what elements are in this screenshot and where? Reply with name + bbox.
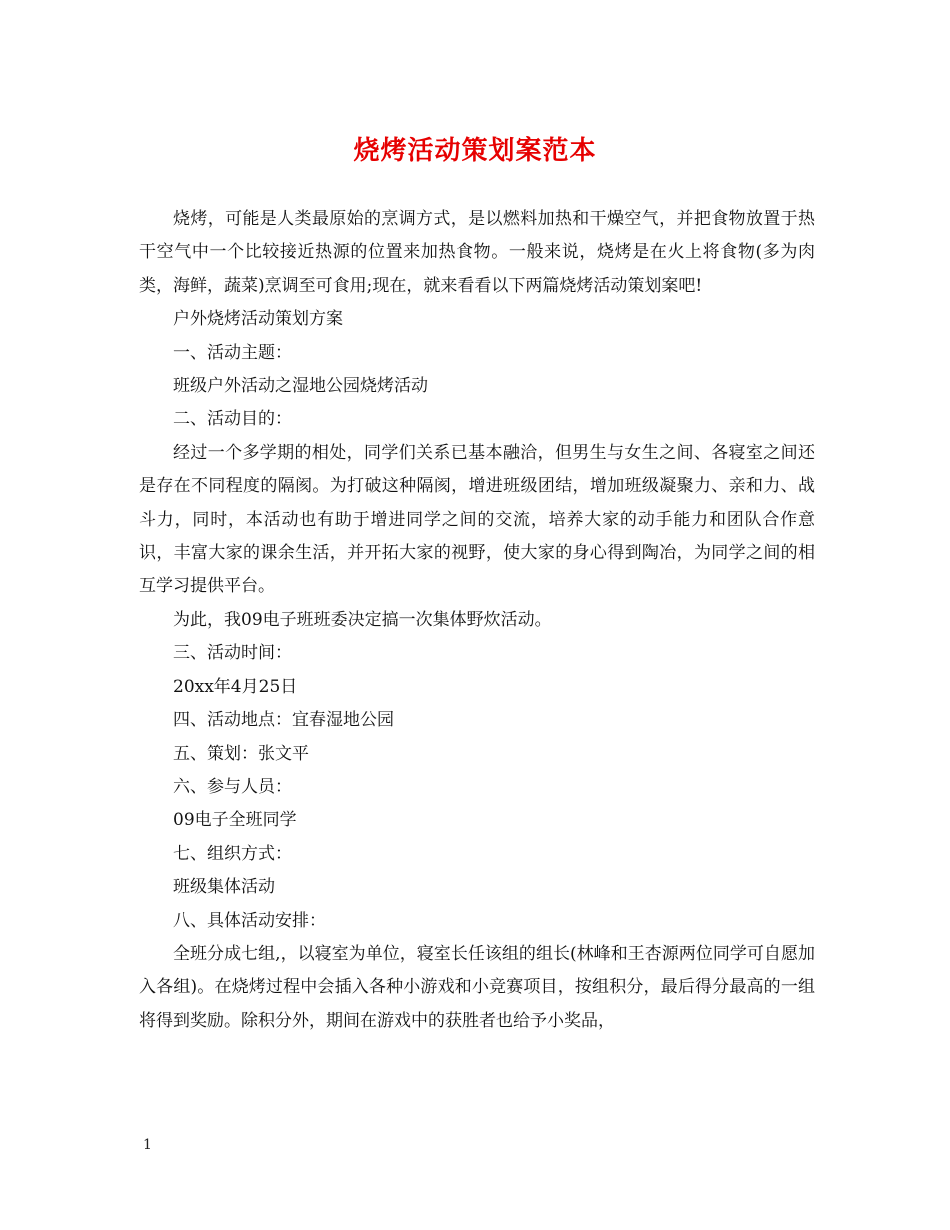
document-body — [139, 203, 815, 1038]
paragraph-section-1-content: 班级户外活动之湿地公园烧烤活动 — [173, 376, 428, 397]
page-title: 烧烤活动策划案范本 — [353, 136, 597, 166]
page-number: 1 — [143, 1137, 152, 1153]
paragraph-section-4: 四、活动地点：宜春湿地公园 — [173, 710, 394, 731]
paragraph-section-6-content: 09电子全班同学 — [173, 810, 297, 831]
paragraph-section-3-content: 20xx年4月25日 — [173, 676, 298, 697]
paragraph-section-6-heading: 六、参与人员： — [173, 776, 292, 797]
paragraph-section-2-heading: 二、活动目的： — [173, 409, 292, 430]
paragraph-section-8-content: 全班分成七组,，以寝室为单位，寝室长任该组的组长(林峰和王杏源两位同学可自愿加入各组)。在烧烤过程中会插入各种小游戏和小竞赛项目，按组积分，最后得分最高的一组将得到奖励。除积分外，期间在游戏中的获胜者也给予小奖品， — [139, 943, 815, 1031]
paragraph-plan-heading: 户外烧烤活动策划方案 — [173, 309, 343, 330]
paragraph-section-7-heading: 七、组织方式： — [173, 843, 292, 864]
paragraph-section-7-content: 班级集体活动 — [173, 877, 275, 898]
paragraph-decision: 为此，我09电子班班委决定搞一次集体野炊活动。 — [173, 609, 552, 630]
paragraph-section-5: 五、策划：张文平 — [173, 743, 309, 764]
paragraph-section-2-content: 经过一个多学期的相处，同学们关系已基本融洽，但男生与女生之间、各寝室之间还是存在不同程度的隔阂。为打破这种隔阂，增进班级团结，增加班级凝聚力、亲和力、战斗力，同时，本活动也有助于增进同学之间的交流，培养大家的动手能力和团队合作意识，丰富大家的课余生活，并开拓大家的视野，使大家的身心得到陶冶，为同学之间的相互学习提供平台。 — [139, 442, 815, 597]
paragraph-section-3-heading: 三、活动时间： — [173, 643, 292, 664]
paragraph-section-8-heading: 八、具体活动安排： — [173, 910, 326, 931]
paragraph-section-1-heading: 一、活动主题： — [173, 342, 292, 363]
paragraph-intro: 烧烤，可能是人类最原始的烹调方式，是以燃料加热和干燥空气，并把食物放置于热干空气中一个比较接近热源的位置来加热食物。一般来说，烧烤是在火上将食物(多为肉类，海鲜，蔬菜)烹调至可食用;现在，就来看看以下两篇烧烤活动策划案吧! — [139, 209, 815, 296]
